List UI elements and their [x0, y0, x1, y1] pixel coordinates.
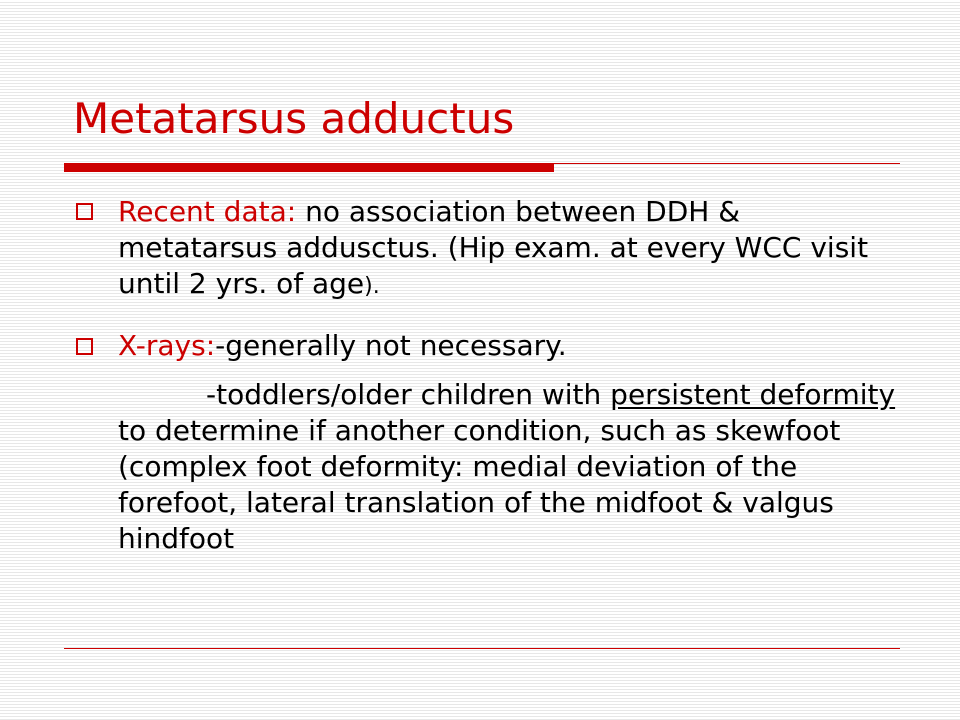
continuation-text: -toddlers/older children with — [206, 378, 611, 411]
slide-title: Metatarsus adductus — [73, 94, 515, 143]
bullet-text: -generally not necessary. — [215, 329, 567, 362]
bullet-lead: X-rays: — [118, 329, 216, 362]
xrays-continuation — [118, 377, 908, 557]
bullet-tail: ). — [364, 274, 380, 299]
continuation-underlined: persistent deformity — [610, 378, 896, 411]
hollow-square-icon — [76, 338, 93, 355]
bullet-text: no association between DDH & metatarsus addusctus. (Hip exam. at every WCC visit until 2 yrs. of age — [118, 195, 869, 300]
bullet-xrays — [118, 328, 908, 364]
title-underline-thick — [64, 163, 554, 172]
bullet-recent-data — [118, 194, 908, 305]
continuation-text-rest: to determine if another condition, such as skewfoot (complex foot deformity: medial deviation of the forefoot, lateral translation of the midfoot & valgus hindfoot — [118, 414, 841, 555]
bullet-lead: Recent data: — [118, 195, 297, 228]
hollow-square-icon — [76, 203, 93, 220]
footer-rule — [64, 648, 900, 649]
title-underline-thin — [554, 163, 900, 164]
